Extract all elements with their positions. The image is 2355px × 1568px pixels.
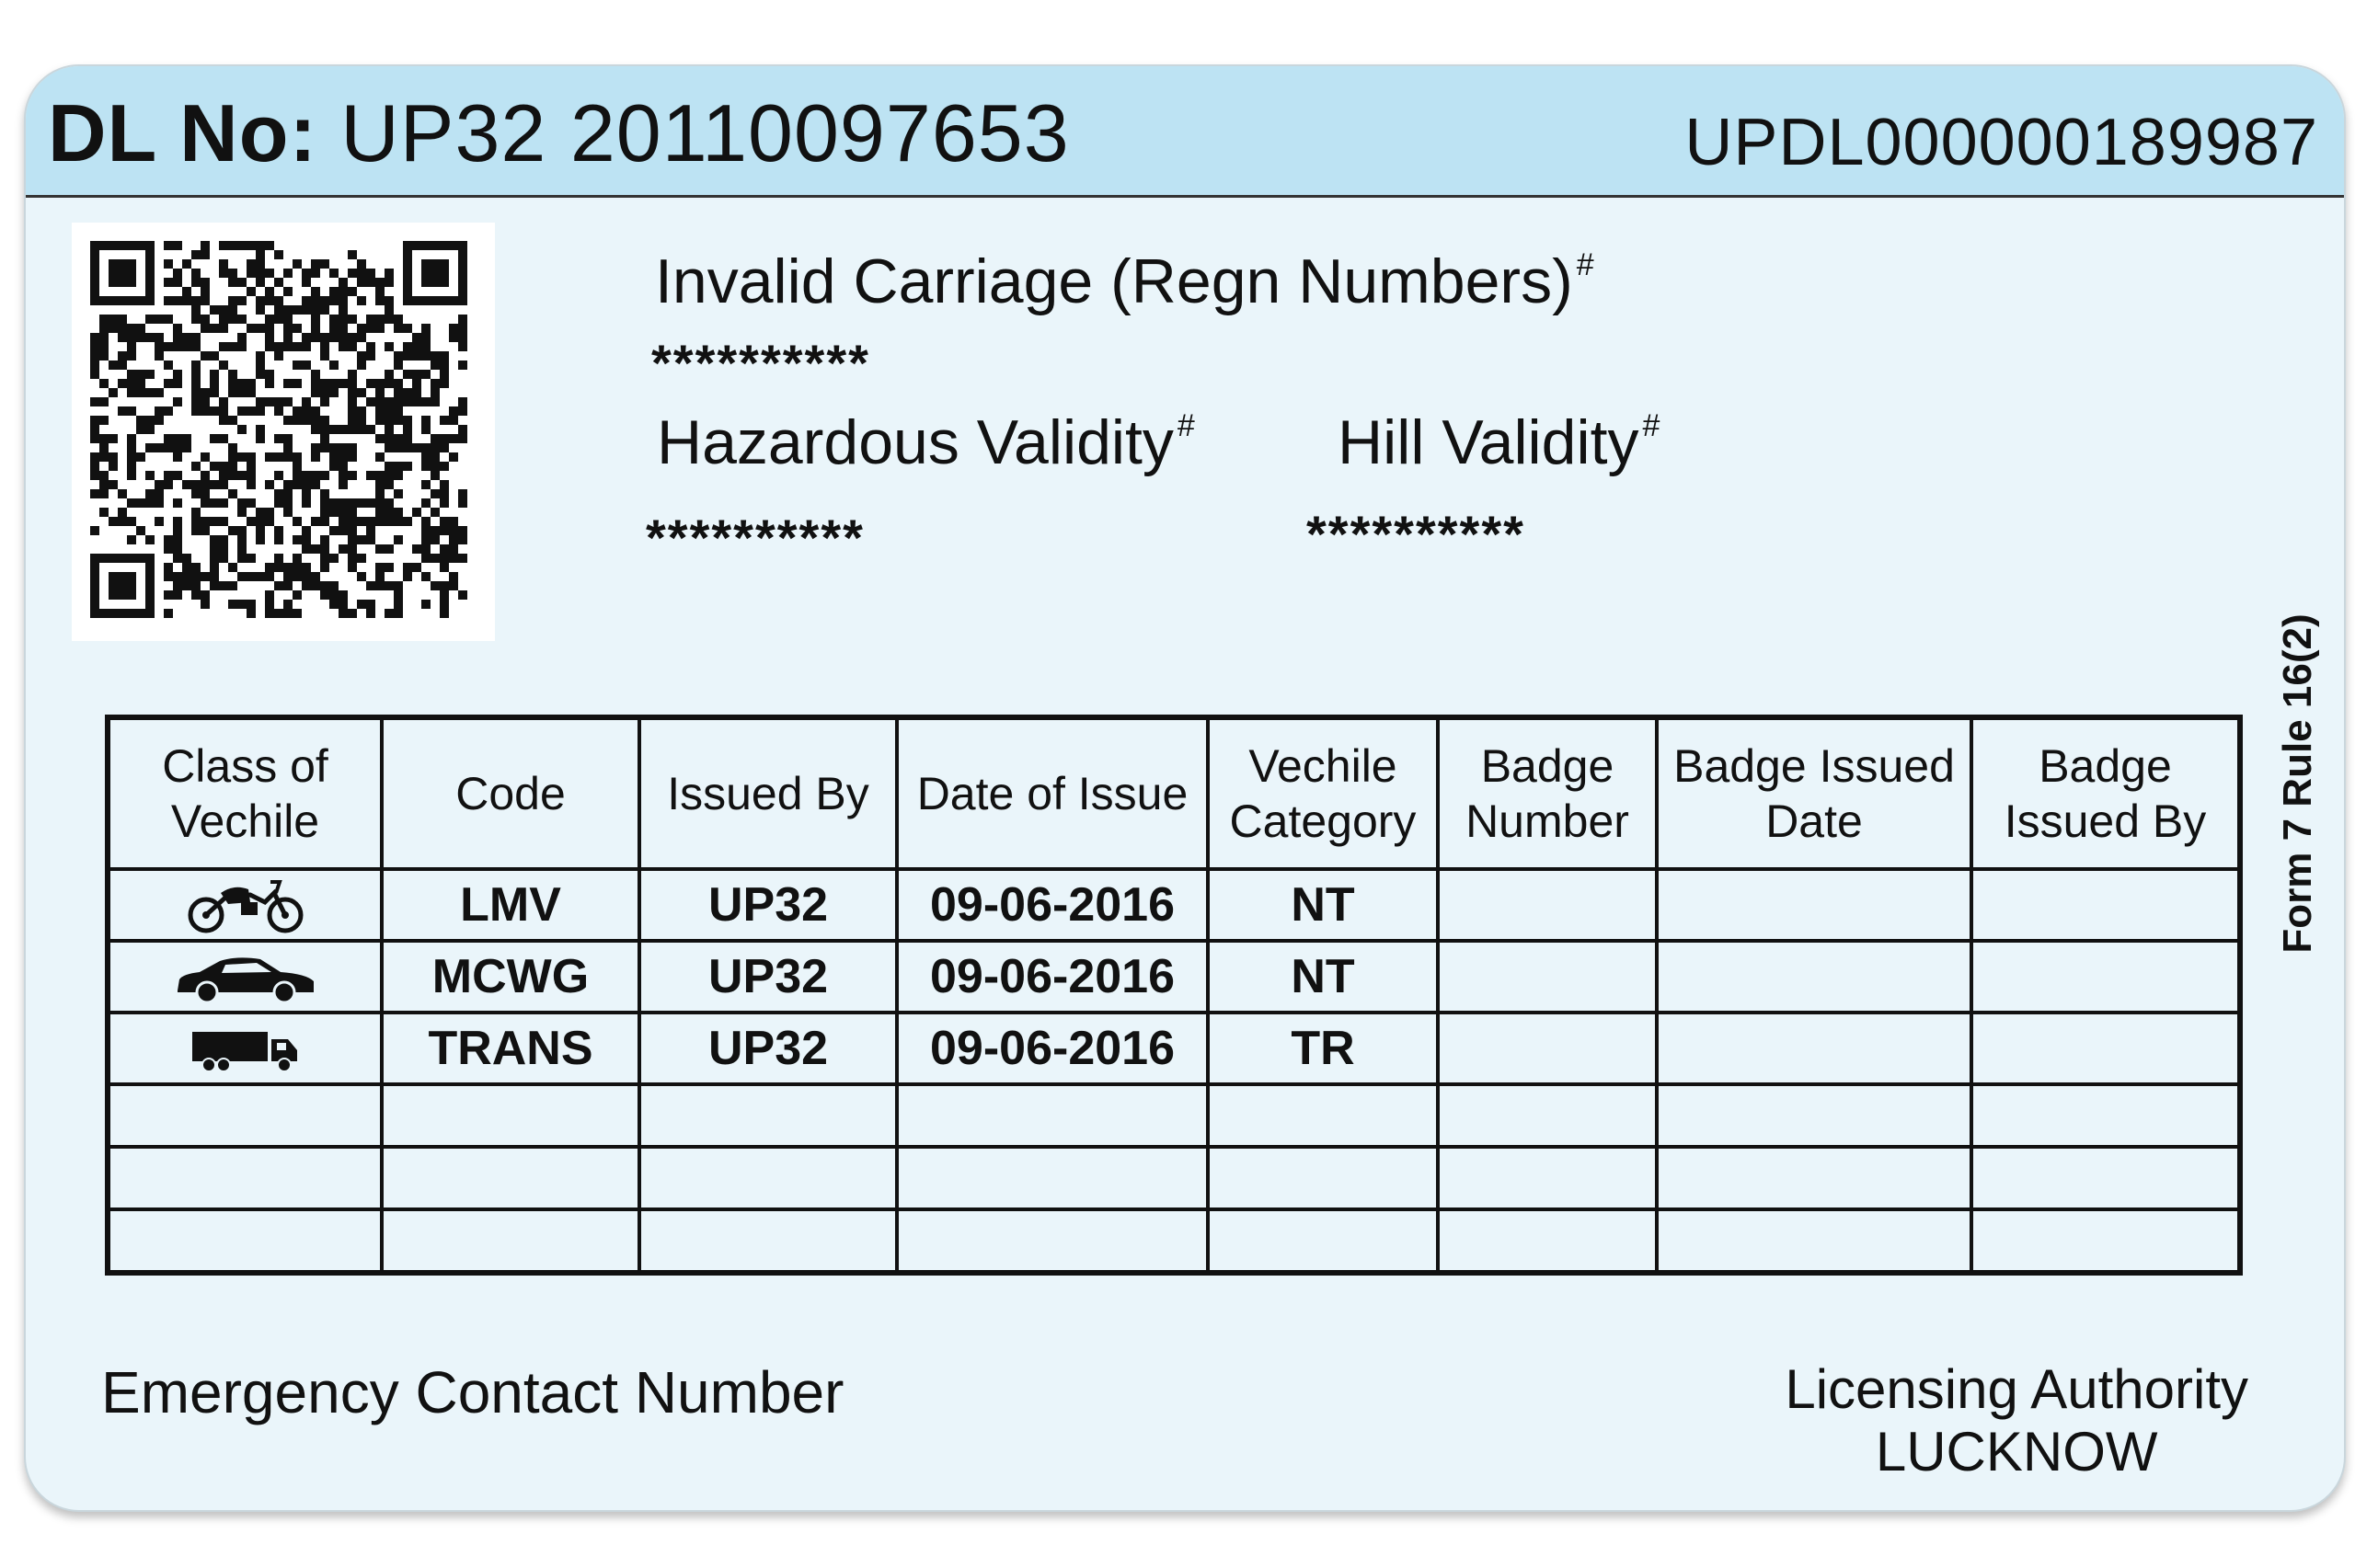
- authority-title: Licensing Authority: [1785, 1358, 2248, 1420]
- invalid-carriage-label: [655, 246, 1594, 317]
- hazardous-validity-label: [657, 406, 1195, 478]
- dl-number-value: UP32 20110097653: [340, 87, 1070, 178]
- vehicle-category-cell: NT: [1208, 941, 1438, 1013]
- code-cell: TRANS: [382, 1013, 639, 1084]
- hill-validity-mark: #: [1642, 408, 1660, 443]
- badge-issued-by-cell: [1971, 1013, 2240, 1084]
- issued-by-cell: UP32: [639, 1013, 897, 1084]
- qr-finder-pattern: [90, 241, 155, 305]
- header-code: Code: [382, 717, 639, 869]
- badge-issued-by-cell: [1971, 941, 2240, 1013]
- qr-code-icon: [90, 241, 477, 623]
- invalid-carriage-text: Invalid Carriage (Regn Numbers): [655, 246, 1573, 316]
- emergency-contact-label: Emergency Contact Number: [101, 1359, 844, 1425]
- dl-number-label: DL No:: [48, 87, 317, 178]
- empty-table-row: [108, 1084, 2240, 1147]
- dl-number: [48, 86, 1070, 180]
- header-date-of-issue: Date of Issue: [897, 717, 1208, 869]
- issued-by-cell: UP32: [639, 869, 897, 941]
- badge-number-cell: [1438, 1013, 1657, 1084]
- empty-table-row: [108, 1209, 2240, 1273]
- badge-number-cell: [1438, 941, 1657, 1013]
- header-badge-issued-by: Badge Issued By: [1971, 717, 2240, 869]
- badge-issued-by-cell: [1971, 869, 2240, 941]
- truck-icon: [189, 1026, 303, 1076]
- issued-by-cell: UP32: [639, 941, 897, 1013]
- form-rule-text: [2261, 590, 2335, 977]
- hill-validity-text: Hill Validity: [1338, 407, 1639, 477]
- empty-table-row: [108, 1147, 2240, 1209]
- authority-location: LUCKNOW: [1875, 1421, 2158, 1482]
- date-of-issue-cell: 09-06-2016: [897, 941, 1208, 1013]
- header-vehicle-category: Vechile Category: [1208, 717, 1438, 869]
- code-cell: MCWG: [382, 941, 639, 1013]
- license-card-back: [24, 64, 2346, 1512]
- header-badge-issued-date: Badge Issued Date: [1657, 717, 1971, 869]
- code-cell: LMV: [382, 869, 639, 941]
- vehicle-class-cell: [108, 1013, 382, 1084]
- hill-validity-value: **********: [1306, 505, 1525, 563]
- car-icon: [172, 954, 319, 1005]
- vehicle-category-cell: TR: [1208, 1013, 1438, 1084]
- hill-validity-label: [1338, 406, 1660, 478]
- badge-issued-date-cell: [1657, 869, 1971, 941]
- vehicle-category-cell: NT: [1208, 869, 1438, 941]
- qr-finder-pattern: [90, 554, 155, 618]
- reference-number: UPDL000000189987: [1684, 106, 2318, 179]
- card-header: [26, 66, 2344, 198]
- hazardous-validity-value: **********: [646, 509, 865, 567]
- qr-finder-pattern: [403, 241, 467, 305]
- invalid-carriage-mark: #: [1576, 247, 1594, 282]
- invalid-carriage-value: **********: [651, 334, 870, 392]
- header-badge-number: Badge Number: [1438, 717, 1657, 869]
- badge-issued-date-cell: [1657, 941, 1971, 1013]
- table-row: [108, 869, 2240, 941]
- hazardous-validity-text: Hazardous Validity: [657, 407, 1174, 477]
- vehicle-class-cell: [108, 941, 382, 1013]
- hazardous-validity-mark: #: [1177, 408, 1195, 443]
- vehicle-class-cell: [108, 869, 382, 941]
- form-rule-label: Form 7 Rule 16(2): [2275, 613, 2320, 954]
- date-of-issue-cell: 09-06-2016: [897, 1013, 1208, 1084]
- header-class-of-vehicle: Class of Vechile: [108, 717, 382, 869]
- motorcycle-icon: [186, 875, 305, 935]
- table-row: [108, 941, 2240, 1013]
- qr-code: [72, 223, 495, 641]
- date-of-issue-cell: 09-06-2016: [897, 869, 1208, 941]
- badge-number-cell: [1438, 869, 1657, 941]
- licensing-authority: [1785, 1358, 2248, 1483]
- table-row: [108, 1013, 2240, 1084]
- badge-issued-date-cell: [1657, 1013, 1971, 1084]
- header-issued-by: Issued By: [639, 717, 897, 869]
- vehicle-class-table: [105, 715, 2243, 1276]
